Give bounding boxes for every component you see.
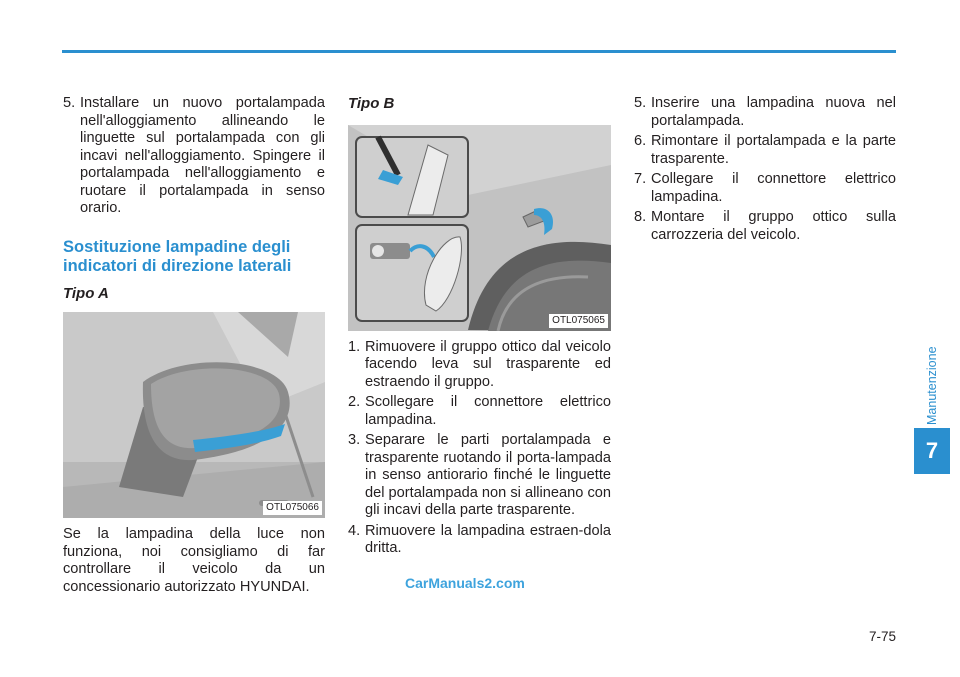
top-rule [62,50,896,53]
subtitle-tipo-a: Tipo A [63,284,109,302]
step-number: 7. [634,171,647,187]
step-item [63,95,325,218]
step-number: 1. [348,338,361,355]
step-text: Rimuovere il gruppo ottico dal veicolo facendo leva sul trasparente ed estraendo il gruppo. [365,338,611,390]
step-text: Rimuovere la lampadina estraen-dola dritta. [365,522,611,556]
step-text: Collegare il connettore elettrico lampadina. [651,171,896,205]
step-text: Inserire una lampadina nuova nel portalampada. [651,95,896,129]
step-number: 8. [634,209,647,225]
section-title: Sostituzione lampadine degli indicatori di direzione laterali [63,237,292,275]
column-middle [348,95,611,561]
column-left [63,95,325,596]
step-item [348,523,611,558]
steps-list [348,339,611,558]
chapter-tab: 7 [914,428,950,474]
step-number: 2. [348,394,361,410]
step-number: 4. [348,522,361,539]
note-paragraph: Se la lampadina della luce non funziona, noi consigliamo di far controllare il veicolo da un concessionario autorizzato HYUNDAI. [63,526,325,595]
step-number: 5. [634,95,647,111]
figure-code: OTL075065 [549,314,608,328]
figure-side-indicator [348,125,611,331]
figure-code: OTL075066 [263,501,322,515]
column-right [634,95,896,247]
step-number: 6. [634,133,647,149]
chapter-label [922,330,942,425]
step-number: 5. [63,95,76,111]
figure-mirror-indicator [63,312,325,518]
step-item [348,394,611,429]
step-text: Montare il gruppo ottico sulla carrozzeria del veicolo. [651,209,896,243]
step-number: 3. [348,432,361,448]
step-item [634,209,896,244]
step-item [348,432,611,520]
step-text: Installare un nuovo portalampada nell'alloggiamento allineando le linguette sul portalampada con gli incavi nell'alloggiamento. Spingere il portalampada nell'alloggiamento e ruotare il portalampada in senso orario. [80,95,325,216]
side-indicator-illustration [348,125,611,331]
step-item [348,339,611,392]
mirror-illustration [63,312,325,518]
step-item [634,133,896,168]
subtitle-tipo-b: Tipo B [348,95,395,112]
step-item [634,95,896,130]
page-number: 7-75 [868,629,896,644]
step-text: Separare le parti portalampada e trasparente ruotando il porta-lampada in senso antiorario finché le linguette del portalampada non si allineano con gli incavi della parte trasparente. [365,432,611,518]
step-item [634,171,896,206]
step-text: Scollegare il connettore elettrico lampadina. [365,394,611,428]
step-text: Rimontare il portalampada e la parte trasparente. [651,133,896,167]
chapter-label-text: Manutenzione [925,346,939,425]
watermark: CarManuals2.com [405,575,525,591]
